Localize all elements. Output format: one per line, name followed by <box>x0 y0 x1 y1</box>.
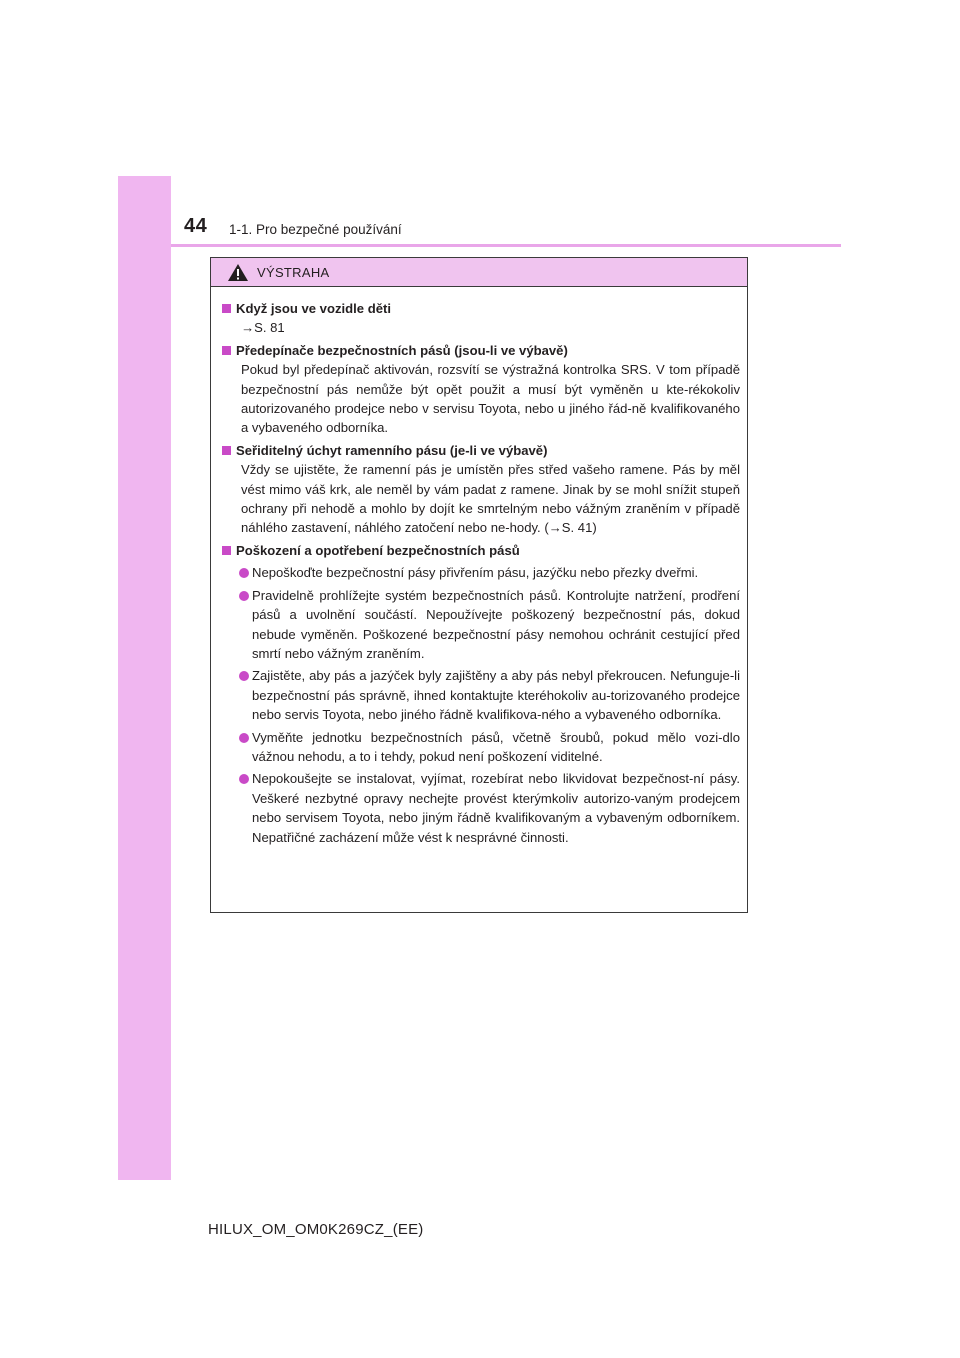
warning-box <box>210 257 748 913</box>
list-item: Nepoškoďte bezpečnostní pásy přivřením pásu, jazýčku nebo přezky dveřmi. <box>222 563 740 582</box>
round-bullet-icon <box>239 774 249 784</box>
round-bullet-icon <box>239 591 249 601</box>
square-bullet-icon <box>222 546 231 555</box>
chapter-side-tab <box>118 176 171 1180</box>
warning-triangle-icon <box>227 263 249 282</box>
list-item: Pravidelně prohlížejte systém bezpečnostních pásů. Kontrolujte natržení, prodření pásů a uvolnění součástí. Nepoužívejte poškozený bezpečnostní pás, dokud nebude vyměněn. Poškozené bezpečnostní pásy nemohou ochránit cestující před smrtí nebo vážným zraněním. <box>222 586 740 664</box>
round-bullet-icon <box>239 568 249 578</box>
list-item: Nepokoušejte se instalovat, vyjímat, rozebírat nebo likvidovat bezpečnost-ní pásy. Veškeré nezbytné opravy nechejte provést kterýmkoliv autorizo-vaným prodejcem nebo servisem Toyota, nebo jiným řádně kvalifikovaným a vybaveným odborníkem. Nepatřičné zacházení může vést k nesprávné činnosti. <box>222 769 740 847</box>
list-item: Vyměňte jednotku bezpečnostních pásů, včetně šroubů, pokud mělo vozi-dlo vážnou nehodu, a to i tehdy, pokud není poškození viditelné. <box>222 728 740 767</box>
list-item: Zajistěte, aby pás a jazýček byly zajištěny a aby pás nebyl překroucen. Nefunguje-li bezpečnostní pás správně, ihned kontaktujte kteréhokoliv au-torizovaného prodejce nebo servis Toyota, nebo jiného řádně kvalifikova-ného a vybaveného odborníka. <box>222 666 740 724</box>
section-heading-pretensioners: Předepínače bezpečnostních pásů (jsou-li ve výbavě) <box>222 341 740 360</box>
square-bullet-icon <box>222 346 231 355</box>
warning-title: VÝSTRAHA <box>257 264 330 280</box>
square-bullet-icon <box>222 446 231 455</box>
square-bullet-icon <box>222 304 231 313</box>
header-rule <box>171 244 841 247</box>
section-title: 1-1. Pro bezpečné používání <box>229 222 402 237</box>
warning-header <box>211 258 747 287</box>
section-heading-children: Když jsou ve vozidle děti <box>222 299 740 318</box>
paragraph: Pokud byl předepínač aktivován, rozsvítí se výstražná kontrolka SRS. V tom případě bezpečnostní pás nemůže být opět použit a musí být vyměněn u kte-rékokoliv autorizovaného prodejce nebo v servisu Toyota, nebo u jiného řád-ně kvalifikovaného a vybaveného odborníka. <box>241 362 740 436</box>
section-heading-damage: Poškození a opotřebení bezpečnostních pásů <box>222 541 740 560</box>
document-code: HILUX_OM_OM0K269CZ_(EE) <box>208 1221 424 1238</box>
warning-body <box>211 287 747 847</box>
section-heading-shoulder-anchor: Seřiditelný úchyt ramenního pásu (je-li ve výbavě) <box>222 441 740 460</box>
paragraph: Vždy se ujistěte, že ramenní pás je umístěn přes střed vašeho ramene. Pás by měl vést mimo váš krk, ale neměl by vám padat z ramene. Jinak by se mohl snížit stupeň ochrany při nehodě a mohlo by dojít ke smrtelným nebo vážným zraněním v případě náhlého zastavení, náhlého zatočení nebo ne-hody. (→S. 41) <box>241 462 740 536</box>
page-reference: →S. 81 <box>241 320 285 336</box>
page-number: 44 <box>184 215 208 237</box>
round-bullet-icon <box>239 733 249 743</box>
round-bullet-icon <box>239 671 249 681</box>
